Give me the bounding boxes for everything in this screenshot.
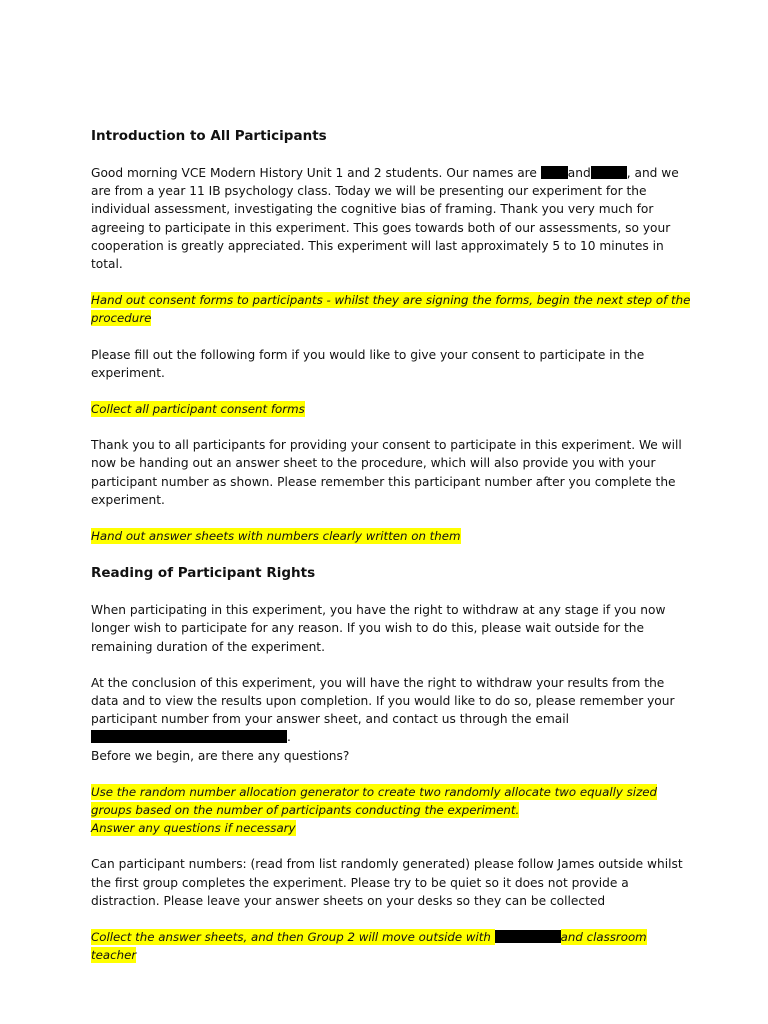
redacted-name-2 (591, 166, 627, 179)
highlighted-instruction: Collect the answer sheets, and then Group 2 will move outside with (91, 930, 495, 945)
rights-questions-text: Before we begin, are there any questions? (91, 748, 350, 763)
intro-paragraph-consent-form: Please fill out the following form if you would like to give your consent to participate in the experiment. (91, 347, 645, 380)
instruction-note-random-allocation (91, 783, 691, 838)
section-heading-participant-rights: Reading of Participant Rights (91, 565, 316, 582)
intro-greeting-text-end: , and we are from a year 11 IB psychology class. Today we will be presenting our experiment for the individual assessment, investigating the cognitive bias of framing. Thank you very much for agreeing to participate in this experiment. This goes towards both of our assessments, so your cooperation is greatly appreciated. This experiment will last approximately 5 to 10 minutes in total. (91, 166, 679, 272)
instruction-note-group-2 (91, 928, 691, 964)
rights-paragraph-results (91, 674, 691, 765)
redacted-email (91, 730, 287, 743)
highlighted-instruction: Hand out answer sheets with numbers clearly written on them (91, 529, 461, 544)
rights-paragraph-withdraw: When participating in this experiment, you have the right to withdraw at any stage if you now longer wish to participate for any reason. If you wish to do this, please wait outside for the remaining duration of the experiment. (91, 603, 666, 654)
highlighted-instruction: Hand out consent forms to participants - whilst they are signing the forms, begin the next step of the procedure (91, 293, 691, 326)
instruction-note-consent-forms (91, 291, 691, 327)
highlighted-instruction: Answer any questions if necessary (91, 821, 296, 836)
section-heading-introduction: Introduction to All Participants (91, 128, 327, 144)
intro-greeting-and: and (567, 166, 591, 180)
rights-paragraph-group-instructions: Can participant numbers: (read from list randomly generated) please follow James outside whilst the first group completes the experiment. Please try to be quiet so it does not provide a distraction. Please leave your answer sheets on your desks so they can be collected (91, 857, 683, 908)
intro-paragraph-greeting (91, 164, 691, 273)
highlighted-instruction: and classroom teacher (91, 930, 647, 963)
intro-greeting-text-start: Good morning VCE Modern History Unit 1 and 2 students. Our names are (91, 166, 541, 180)
highlighted-instruction: Collect all participant consent forms (91, 402, 305, 417)
instruction-note-answer-sheets (91, 527, 691, 545)
rights-results-period: . (287, 730, 291, 745)
rights-results-text: At the conclusion of this experiment, you will have the right to withdraw your results from the data and to view the results upon completion. If you would like to do so, please remember your participant number from your answer sheet, and contact us through the email (91, 675, 675, 727)
redacted-name-3 (495, 930, 561, 943)
instruction-note-collect-consent (91, 400, 691, 418)
highlighted-instruction: Use the random number allocation generator to create two randomly allocate two equally sized groups based on the number of participants conducting the experiment. (91, 784, 658, 818)
document-page (91, 127, 691, 965)
intro-paragraph-answer-sheet: Thank you to all participants for providing your consent to participate in this experiment. We will now be handing out an answer sheet to the procedure, which will also provide you with your participant number as shown. Please remember this participant number after you complete the experiment. (91, 438, 682, 507)
redacted-name-1 (541, 166, 568, 179)
